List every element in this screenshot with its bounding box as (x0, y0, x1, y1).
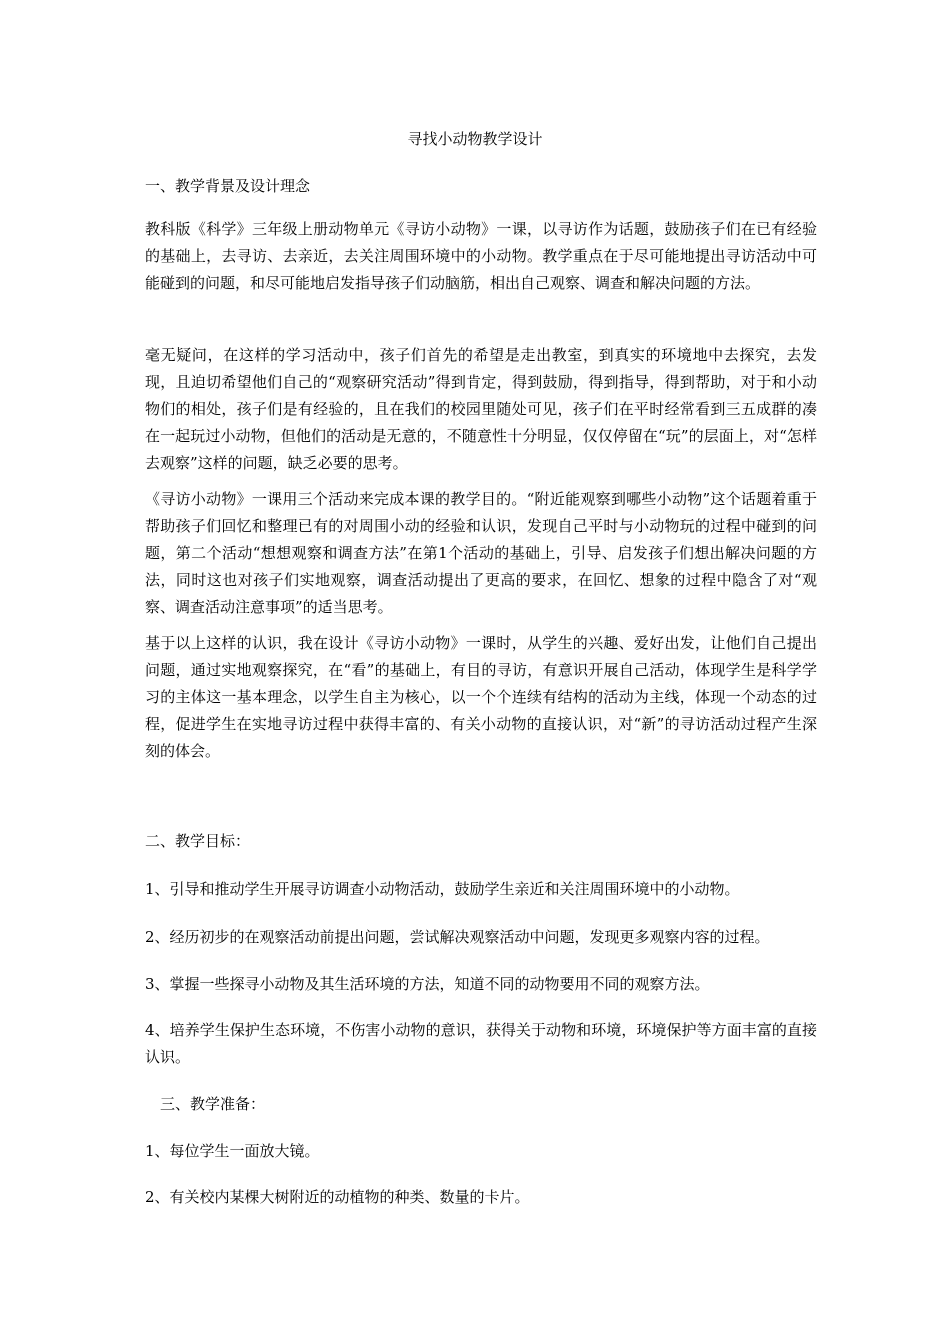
goal-item: 3、掌握一些探寻小动物及其生活环境的方法，知道不同的动物要用不同的观察方法。 (145, 975, 710, 993)
section-heading-preparation: 三、教学准备： (160, 1095, 266, 1113)
paragraph-3: 《寻访小动物》一课用三个活动来完成本课的教学目的。“附近能观察到哪些小动物”这个话题着重于帮助孩子们回忆和整理已有的对周围小动的经验和认识，发现自己平时与小动物玩的过程中碰到的问题，第二个活动“想想观察和调查方法”在第1个活动的基础上，引导、启发孩子们想出解决问题的方法，同时这也对孩子们实地观察，调查活动提出了更高的要求，在回忆、想象的过程中隐含了对“观察、调查活动注意事项”的适当思考。 (145, 490, 817, 616)
goal-item: 2、经历初步的在观察活动前提出问题，尝试解决观察活动中问题，发现更多观察内容的过程。 (145, 928, 770, 946)
paragraph-2: 毫无疑问，在这样的学习活动中，孩子们首先的希望是走出教室，到真实的环境地中去探究，去发现，且迫切希望他们自己的“观察研究活动”得到肯定，得到鼓励，得到指导，得到帮助，对于和小动物们的相处，孩子们是有经验的，且在我们的校园里随处可见，孩子们在平时经常看到三五成群的凑在一起玩过小动物，但他们的活动是无意的，不随意性十分明显，仅仅停留在“玩”的层面上，对“怎样去观察”这样的问题，缺乏必要的思考。 (145, 346, 817, 472)
document-title: 寻找小动物教学设计 (407, 130, 543, 148)
paragraph-1: 教科版《科学》三年级上册动物单元《寻访小动物》一课，以寻访作为话题，鼓励孩子们在已有经验的基础上，去寻访、去亲近，去关注周围环境中的小动物。教学重点在于尽可能地提出寻访活动中可能碰到的问题，和尽可能地启发指导孩子们动脑筋，相出自己观察、调查和解决问题的方法。 (145, 220, 817, 292)
section-heading-goals: 二、教学目标： (145, 832, 251, 850)
preparation-item: 1、每位学生一面放大镜。 (145, 1142, 320, 1160)
preparation-item: 2、有关校内某棵大树附近的动植物的种类、数量的卡片。 (145, 1188, 530, 1206)
goal-item: 4、培养学生保护生态环境，不伤害小动物的意识，获得关于动物和环境，环境保护等方面丰富的直接认识。 (145, 1021, 817, 1066)
goal-item: 1、引导和推动学生开展寻访调查小动物活动，鼓励学生亲近和关注周围环境中的小动物。 (145, 880, 740, 898)
section-heading-background: 一、教学背景及设计理念 (145, 177, 311, 195)
paragraph-4: 基于以上这样的认识，我在设计《寻访小动物》一课时，从学生的兴趣、爱好出发，让他们自己提出问题，通过实地观察探究，在“看”的基础上，有目的寻访，有意识开展自己活动，体现学生是科学学习的主体这一基本理念，以学生自主为核心，以一个个连续有结构的活动为主线，体现一个动态的过程，促进学生在实地寻访过程中获得丰富的、有关小动物的直接认识，对“新”的寻访活动过程产生深刻的体会。 (145, 634, 817, 760)
